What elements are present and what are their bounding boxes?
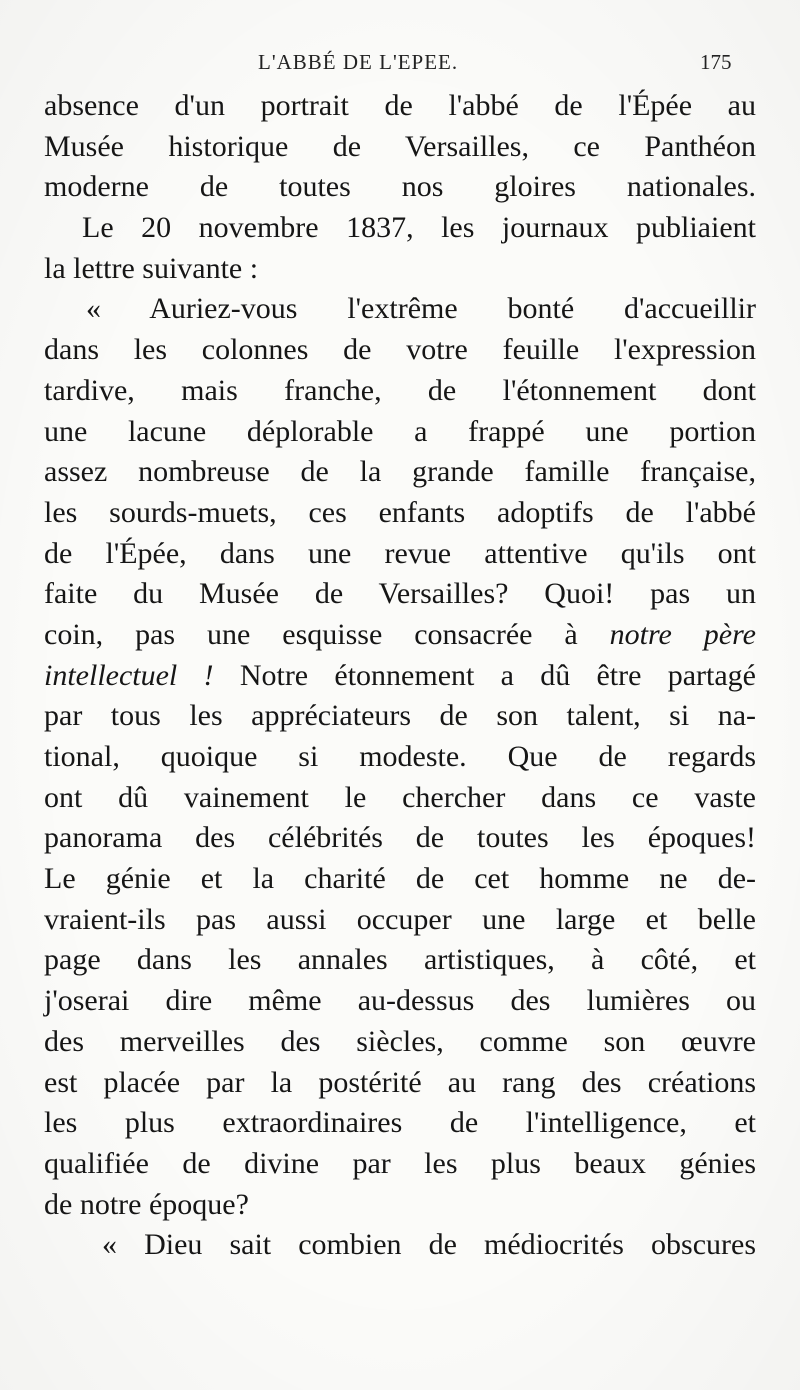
text-line-1: absence d'un portrait de l'abbé de l'Épée au (44, 89, 756, 122)
page-header (0, 50, 800, 80)
text-line-29: « Dieu sait combien de médiocrités obscures (102, 1228, 756, 1262)
text-line-17: tional, quoique si modeste. Que de regards (44, 740, 756, 773)
text-line-28: de notre époque? (44, 1187, 249, 1221)
text-line-13: faite du Musée de Versailles? Quoi! pas un (44, 577, 756, 611)
text-line-15-roman: Notre étonnement a dû être partagé (213, 658, 756, 692)
text-line-14-roman: coin, pas une esquisse consacrée à (44, 617, 610, 651)
text-line-23: j'oserai dire même au-dessus des lumières ou (44, 984, 756, 1018)
text-line-3: moderne de toutes nos gloires nationales. (44, 170, 756, 204)
text-line-7: dans les colonnes de votre feuille l'expression (44, 333, 756, 367)
text-line-24: des merveilles des siècles, comme son œuvre (44, 1024, 756, 1058)
text-line-9: une lacune déplorable a frappé une portion (44, 414, 756, 448)
text-line-15 (44, 656, 756, 697)
body-text (44, 86, 756, 1266)
text-line-10: assez nombreuse de la grande famille française, (44, 455, 756, 489)
text-line-8: tardive, mais franche, de l'étonnement dont (44, 373, 756, 407)
page-number: 175 (700, 50, 732, 74)
text-line-12: de l'Épée, dans une revue attentive qu'ils ont (44, 536, 756, 570)
text-line-15-italic: intellectuel ! (44, 658, 214, 692)
text-line-18: ont dû vainement le chercher dans ce vaste (44, 780, 756, 814)
text-line-5: la lettre suivante : (44, 251, 259, 285)
text-line-16: par tous les appréciateurs de son talent, si na- (44, 699, 756, 733)
text-line-25: est placée par la postérité au rang des créations (44, 1065, 756, 1099)
text-line-26: les plus extraordinaires de l'intelligence, et (44, 1106, 756, 1140)
text-line-14 (44, 615, 756, 656)
text-line-27: qualifiée de divine par les plus beaux génies (44, 1146, 756, 1180)
text-line-11: les sourds-muets, ces enfants adoptifs de l'abbé (44, 495, 756, 529)
text-line-4: Le 20 novembre 1837, les journaux publiaient (82, 211, 756, 245)
text-line-2: Musée historique de Versailles, ce Panthéon (44, 129, 756, 163)
text-line-22: page dans les annales artistiques, à côté, et (44, 943, 756, 977)
text-line-6: « Auriez-vous l'extrême bonté d'accueillir (86, 292, 756, 326)
text-line-14-italic: notre père (609, 617, 757, 651)
text-line-19: panorama des célébrités de toutes les époques! (44, 821, 756, 855)
text-line-21: vraient-ils pas aussi occuper une large et belle (44, 902, 756, 936)
text-line-20: Le génie et la charité de cet homme ne de- (44, 862, 756, 896)
running-title: L'ABBÉ DE L'EPEE. (258, 50, 459, 74)
